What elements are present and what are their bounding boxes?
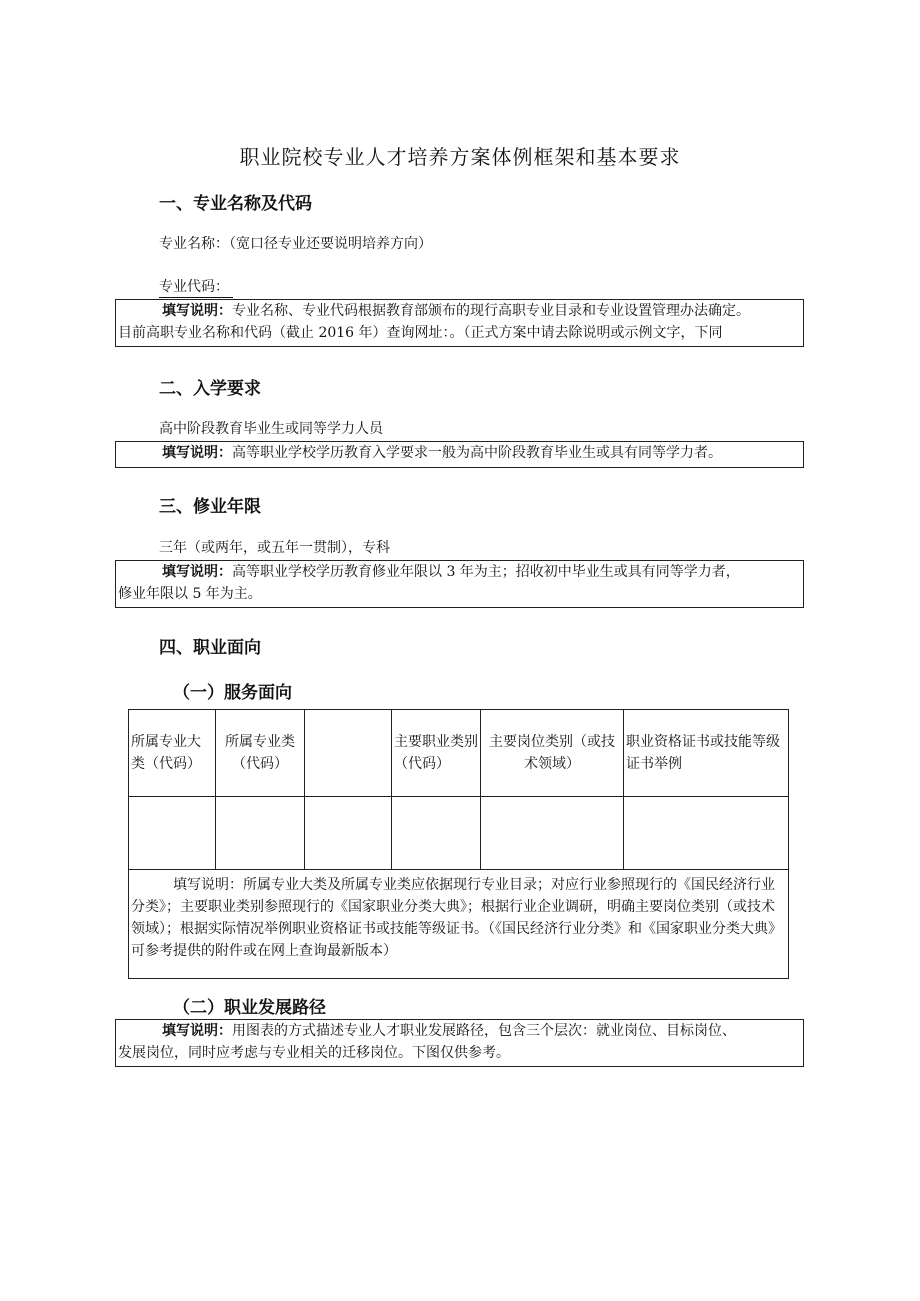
table-header-cell: 主要职业类别（代码） — [392, 710, 481, 797]
note-text-line2: 发展岗位，同时应考虑与专业相关的迁移岗位。下图仅供参考。 — [118, 1045, 510, 1061]
note-box-2 — [115, 441, 804, 468]
subsection-career-path-text: （二）职业发展路径 — [173, 998, 326, 1018]
section-heading-1: 一、专业名称及代码 — [159, 194, 312, 214]
table-cell[interactable] — [216, 797, 305, 870]
table-header-cell: 主要岗位类别（或技术领域） — [481, 710, 624, 797]
table-header-cell: 职业资格证书或技能等级证书举例 — [624, 710, 789, 797]
entry-requirement: 高中阶段教育毕业生或同等学力人员 — [159, 421, 383, 437]
table-note-text: 填写说明：所属专业大类及所属专业类应依据现行专业目录；对应行业参照现行的《国民经济行业分类》；主要职业类别参照现行的《国家职业分类大典》；根据行业企业调研，明确主要岗位类别（或技术领域）；根据实际情况举例职业资格证书或技能等级证书。（《国民经济行业分类》和《国家职业分类大典》可参考提供的附件或在网上查询最新版本） — [131, 877, 782, 959]
note-label: 填写说明： — [162, 1023, 232, 1039]
note-text-line2: 目前高职专业名称和代码（截止 2016 年）查询网址：。（正式方案中请去除说明或示例文字，下同 — [118, 325, 723, 341]
section-heading-3: 三、修业年限 — [159, 497, 261, 517]
table-cell[interactable] — [624, 797, 789, 870]
note-text: 高等职业学校学历教育修业年限以 3 年为主；招收初中毕业生或具有同等学力者， — [232, 564, 740, 580]
table-cell[interactable] — [129, 797, 216, 870]
note-text: 用图表的方式描述专业人才职业发展路径，包含三个层次：就业岗位、目标岗位、 — [232, 1023, 736, 1039]
major-name-line: 专业名称：（宽口径专业还要说明培养方向） — [159, 236, 432, 252]
table-header-cell: 所属专业类（代码） — [216, 710, 305, 797]
table-cell[interactable] — [305, 797, 392, 870]
study-duration: 三年（或两年，或五年一贯制），专科 — [159, 540, 390, 556]
service-table — [128, 709, 789, 979]
major-code-line: 专业代码： — [159, 276, 233, 298]
note-label: 填写说明： — [162, 445, 232, 461]
note-label: 填写说明： — [162, 303, 232, 319]
table-note — [129, 870, 789, 979]
table-note-row — [129, 870, 789, 979]
table-cell[interactable] — [392, 797, 481, 870]
section-heading-2: 二、入学要求 — [159, 379, 261, 399]
table-header-cell — [305, 710, 392, 797]
page-title: 职业院校专业人才培养方案体例框架和基本要求 — [239, 145, 681, 169]
table-row — [129, 797, 789, 870]
note-box-4 — [115, 1019, 804, 1067]
table-header-row — [129, 710, 789, 797]
subsection-career-path — [173, 993, 326, 1018]
note-box-3 — [115, 560, 804, 608]
section-heading-4: 四、职业面向 — [159, 638, 261, 658]
table-cell[interactable] — [481, 797, 624, 870]
subsection-service: （一）服务面向 — [173, 683, 292, 703]
note-box-1 — [115, 299, 804, 347]
note-label: 填写说明： — [162, 564, 232, 580]
note-text-line2: 修业年限以 5 年为主。 — [118, 586, 262, 602]
note-text: 高等职业学校学历教育入学要求一般为高中阶段教育毕业生或具有同等学力者。 — [232, 445, 722, 461]
note-text: 专业名称、专业代码根据教育部颁布的现行高职专业目录和专业设置管理办法确定。 — [232, 303, 750, 319]
table-header-cell: 所属专业大类（代码） — [129, 710, 216, 797]
